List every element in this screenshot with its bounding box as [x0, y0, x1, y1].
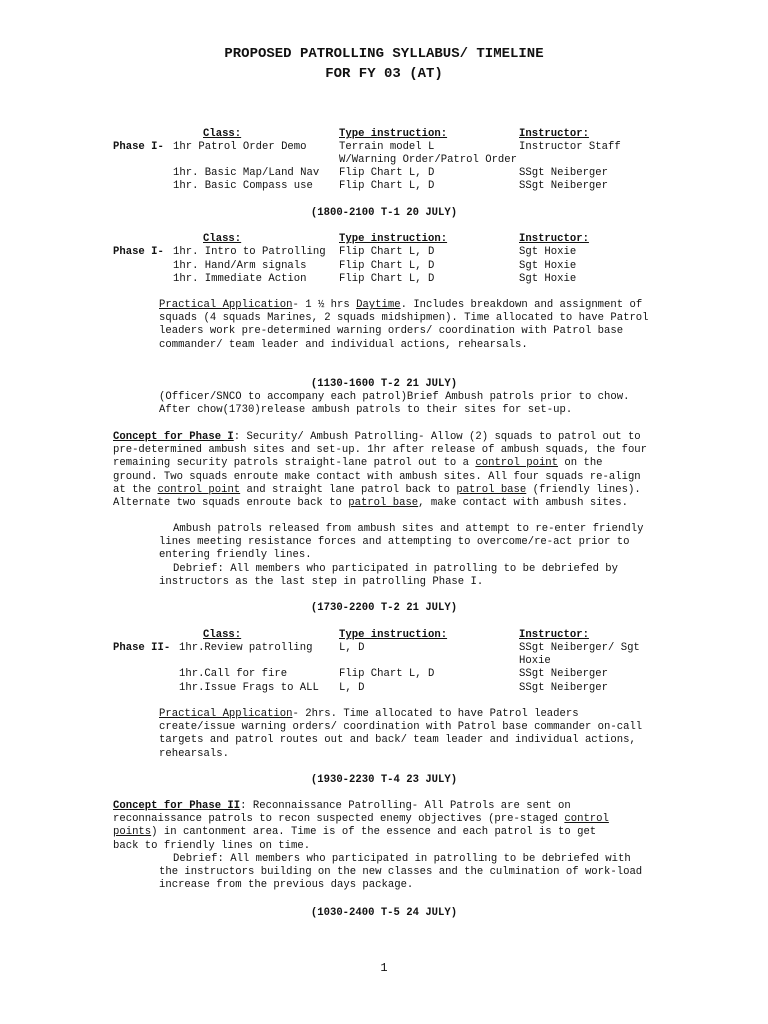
class-cell: 1hr.Review patrolling: [179, 642, 313, 654]
time-block: (1730-2200 T-2 21 JULY): [310, 602, 458, 614]
header-instructor: Instructor:: [519, 128, 589, 140]
paragraph-text: - 1 ½ hrs: [292, 299, 357, 311]
concept-paragraph: Ambush patrols released from ambush sites and attempt to re-enter friendly lines meeting resistance forces and attempting to overcome/re-act prior to entering friendly lines.: [159, 523, 644, 562]
class-cell: 1hr. Basic Compass use: [173, 180, 313, 192]
control-point-term: control point: [157, 483, 241, 496]
note-paragraph: (Officer/SNCO to accompany each patrol)Brief Ambush patrols prior to chow. After chow(1730)release ambush patrols to their sites for set-up.: [159, 391, 630, 417]
type-cell: Flip Chart L, D: [339, 668, 435, 680]
concept-text: and straight lane patrol back to: [240, 483, 457, 496]
type-cell: Terrain model L: [339, 141, 435, 153]
time-block: (1030-2400 T-5 24 JULY): [310, 907, 458, 919]
debrief-paragraph: Debrief: All members who participated in patrolling to be debriefed by instructors as the last step in patrolling Phase I.: [159, 563, 619, 589]
paragraph-text: - 2hrs. Time allocated to have Patrol leaders create/issue warning orders/ coordination with Patrol base commander on-call targets and patrol routes out and back/ team leader and individual actions, rehearsals.: [159, 708, 643, 760]
type-cell: W/Warning Order/Patrol Order: [339, 154, 518, 166]
document-title-line2: FOR FY 03 (AT): [325, 66, 443, 82]
instructor-cell: Instructor Staff: [519, 141, 621, 153]
instructor-cell: SSgt Neiberger: [519, 180, 609, 192]
instructor-cell: Sgt Hoxie: [519, 260, 577, 272]
header-type: Type instruction:: [339, 629, 448, 641]
instructor-cell: Hoxie: [519, 655, 551, 667]
practical-application-paragraph: [159, 708, 649, 761]
instructor-cell: SSgt Neiberger: [519, 668, 609, 680]
daytime-term: Daytime: [356, 299, 401, 311]
practical-application-paragraph: [159, 299, 649, 352]
patrol-base-term: patrol base: [348, 497, 419, 510]
control-points-term: control points: [113, 813, 609, 839]
type-cell: Flip Chart L, D: [339, 246, 435, 258]
class-cell: 1hr. Immediate Action: [173, 273, 307, 285]
phase-label: Phase II-: [113, 642, 171, 654]
instructor-cell: SSgt Neiberger/ Sgt: [519, 642, 640, 654]
header-class: Class:: [203, 128, 242, 140]
header-class: Class:: [203, 233, 242, 245]
header-type: Type instruction:: [339, 233, 448, 245]
practical-application-label: Practical Application: [159, 708, 293, 720]
header-instructor: Instructor:: [519, 629, 589, 641]
header-instructor: Instructor:: [519, 233, 589, 245]
class-cell: 1hr.Issue Frags to ALL: [179, 682, 319, 694]
instructor-cell: SSgt Neiberger: [519, 682, 609, 694]
patrol-base-term: patrol base: [456, 483, 527, 496]
instructor-cell: Sgt Hoxie: [519, 273, 577, 285]
page-number: 1: [380, 961, 388, 975]
header-class: Class:: [203, 629, 242, 641]
class-cell: 1hr. Hand/Arm signals: [173, 260, 307, 272]
class-cell: 1hr Patrol Order Demo: [173, 141, 307, 153]
concept-text: ) in cantonment area. Time is of the essence and each patrol is to get back to friendly lines on time.: [113, 826, 597, 852]
class-cell: 1hr. Basic Map/Land Nav: [173, 167, 320, 179]
time-block: (1930-2230 T-4 23 JULY): [310, 774, 458, 786]
control-point-term: control point: [475, 457, 559, 470]
concept-label: Concept for Phase II: [113, 800, 241, 812]
concept-text: , make contact with ambush sites.: [418, 497, 628, 510]
concept-text: : Security/ Ambush Patrolling- Allow (2) squads to patrol out to pre-determined ambush sites and set-up. 1hr after release of ambush squads, the four remaining security patrols straight-lane patrol out to a: [113, 431, 648, 470]
concept-text: (friendly lines). Alternate two squads enroute back to: [113, 483, 641, 510]
concept-text: : Reconnaissance Patrolling- All Patrols are sent on reconnaissance patrols to recon suspected enemy objectives (pre-staged: [113, 800, 571, 826]
document-title-line1: PROPOSED PATROLLING SYLLABUS/ TIMELINE: [224, 46, 544, 62]
concept-phase-2: [113, 800, 623, 853]
time-block: (1130-1600 T-2 21 JULY): [310, 378, 458, 390]
concept-phase-1: [113, 431, 653, 510]
class-cell: 1hr.Call for fire: [179, 668, 288, 680]
type-cell: Flip Chart L, D: [339, 273, 435, 285]
type-cell: Flip Chart L, D: [339, 180, 435, 192]
type-cell: Flip Chart L, D: [339, 260, 435, 272]
time-block: (1800-2100 T-1 20 JULY): [310, 207, 458, 219]
header-type: Type instruction:: [339, 128, 448, 140]
concept-label: Concept for Phase I: [113, 431, 234, 443]
instructor-cell: Sgt Hoxie: [519, 246, 577, 258]
instructor-cell: SSgt Neiberger: [519, 167, 609, 179]
debrief-paragraph: Debrief: All members who participated in patrolling to be debriefed with the instructors building on the new classes and the culmination of work-load increase from the previous days package.: [159, 853, 643, 892]
phase-label: Phase I-: [113, 246, 164, 258]
type-cell: L, D: [339, 642, 365, 654]
type-cell: L, D: [339, 682, 365, 694]
type-cell: Flip Chart L, D: [339, 167, 435, 179]
practical-application-label: Practical Application: [159, 299, 293, 311]
phase-label: Phase I-: [113, 141, 164, 153]
paragraph-text: . Includes breakdown and assignment of squads (4 squads Marines, 2 squads midshipmen). Time allocated to have Patrol leaders work pre-determined warning orders/ coordination with Patrol base commander/ team leader and individual actions, rehearsals.: [159, 299, 649, 351]
class-cell: 1hr. Intro to Patrolling: [173, 246, 326, 258]
concept-text: on the ground. Two squads enroute make contact with ambush sites. All four squads re-align at the: [113, 457, 641, 496]
